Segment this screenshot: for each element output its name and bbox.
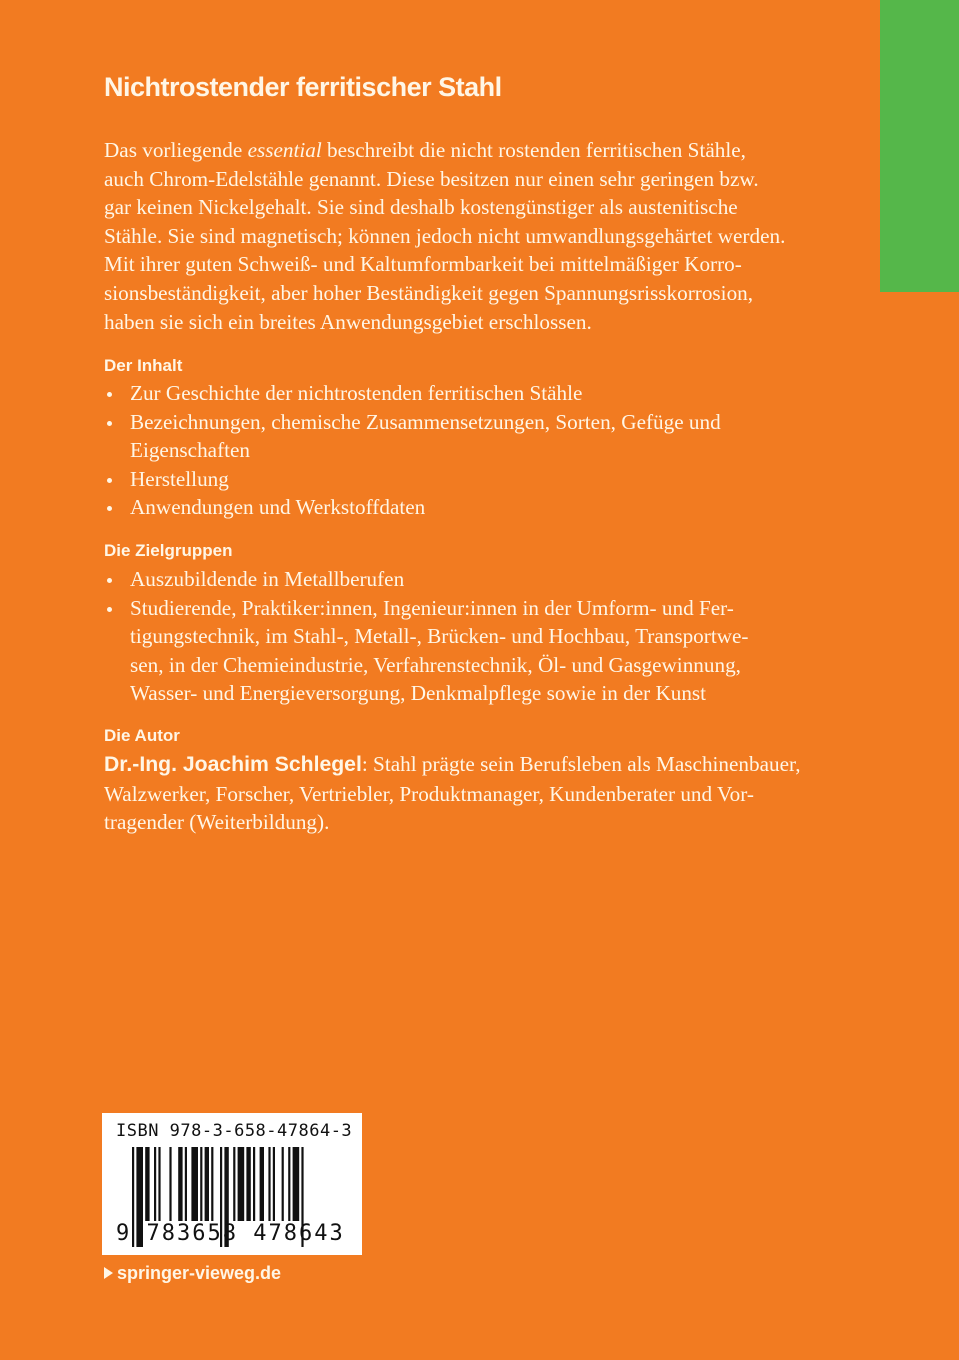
list-item: Bezeichnungen, chemische Zusammensetzungen, Sorten, Gefüge und Eigenschaften — [104, 408, 721, 465]
barcode-bar — [158, 1147, 160, 1221]
barcode-bar — [282, 1147, 284, 1221]
barcode-bar — [211, 1147, 213, 1221]
author-line: tragender (Weiterbildung). — [104, 810, 330, 835]
color-tab — [880, 0, 959, 292]
barcode-bar — [191, 1147, 198, 1221]
intro-line: sionsbeständigkeit, aber hoher Beständigkeit gegen Spannungsrisskorrosion, — [104, 280, 754, 305]
intro-line: gar keinen Nickelgehalt. Sie sind deshalb kostengünstiger als austenitische — [104, 195, 738, 220]
barcode-bar — [185, 1147, 187, 1221]
target-groups-list — [104, 565, 748, 708]
book-title: Nichtrostender ferritischer Stahl — [104, 72, 502, 102]
arrow-icon — [104, 1267, 113, 1279]
barcode-bar — [273, 1147, 275, 1221]
list-item: Zur Geschichte der nichtrostenden ferritischen Stähle — [104, 379, 721, 408]
barcode-bar — [293, 1147, 300, 1221]
barcode-bar — [233, 1147, 235, 1221]
barcode-bar — [205, 1147, 209, 1221]
barcode-bar — [238, 1147, 245, 1221]
isbn-barcode — [102, 1113, 362, 1255]
list-item: Studierende, Praktiker:innen, Ingenieur:innen in der Umform- und Fer- tigungstechnik, im Stahl-, Metall-, Brücken- und Hochbau, Transportwe- sen, in der Chemieindustrie, Verfahrenstechnik, Öl- und Gasgewinnung, Wasser- und Energieversorgung, Denkmalpflege sowie in der Kunst — [104, 594, 748, 708]
intro-line: Das vorliegende essential beschreibt die nicht rostenden ferritischen Stähle, — [104, 138, 746, 162]
intro-line: haben sie sich ein breites Anwendungsgebiet erschlossen. — [104, 309, 592, 334]
barcode-bar — [260, 1147, 264, 1221]
author-name: Dr.-Ing. Joachim Schlegel — [104, 753, 362, 776]
contents-heading: Der Inhalt — [104, 356, 183, 375]
barcode-bar — [145, 1147, 149, 1221]
barcode-bar — [200, 1147, 202, 1221]
barcode-bar — [154, 1147, 156, 1221]
website-link[interactable]: springer-vieweg.de — [104, 1263, 281, 1284]
barcode-bar — [169, 1147, 171, 1221]
intro-line: Mit ihrer guten Schweiß- und Kaltumformbarkeit bei mittelmäßiger Korro- — [104, 252, 742, 277]
author-line: Walzwerker, Forscher, Vertriebler, Produktmanager, Kundenberater und Vor- — [104, 781, 754, 806]
list-item: Herstellung — [104, 465, 721, 494]
author-heading: Die Autor — [104, 726, 180, 745]
barcode-bar — [288, 1147, 290, 1221]
list-item: Anwendungen und Werkstoffdaten — [104, 493, 721, 522]
barcode-bar — [268, 1147, 270, 1221]
barcode-bar — [253, 1147, 255, 1221]
barcode-bar — [246, 1147, 250, 1221]
isbn-text: ISBN 978-3-658-47864-3 — [116, 1121, 353, 1141]
barcode-bar — [178, 1147, 182, 1221]
contents-list — [104, 379, 721, 522]
intro-line: auch Chrom-Edelstähle genannt. Diese besitzen nur einen sehr geringen bzw. — [104, 166, 759, 191]
list-item: Auszubildende in Metallberufen — [104, 565, 748, 594]
barcode-digits: 9 783658 478643 — [116, 1221, 345, 1246]
intro-line: Stähle. Sie sind magnetisch; können jedoch nicht umwandlungsgehärtet werden. — [104, 223, 786, 248]
target-groups-heading: Die Zielgruppen — [104, 541, 233, 560]
author-paragraph: Dr.-Ing. Joachim Schlegel: Stahl prägte sein Berufsleben als Maschinenbauer, Walzwerker, Forscher, Vertriebler, Produktmanager, Kundenberater und Vor- tragender (Weiterbildung). — [104, 750, 801, 837]
intro-paragraph — [104, 136, 785, 336]
